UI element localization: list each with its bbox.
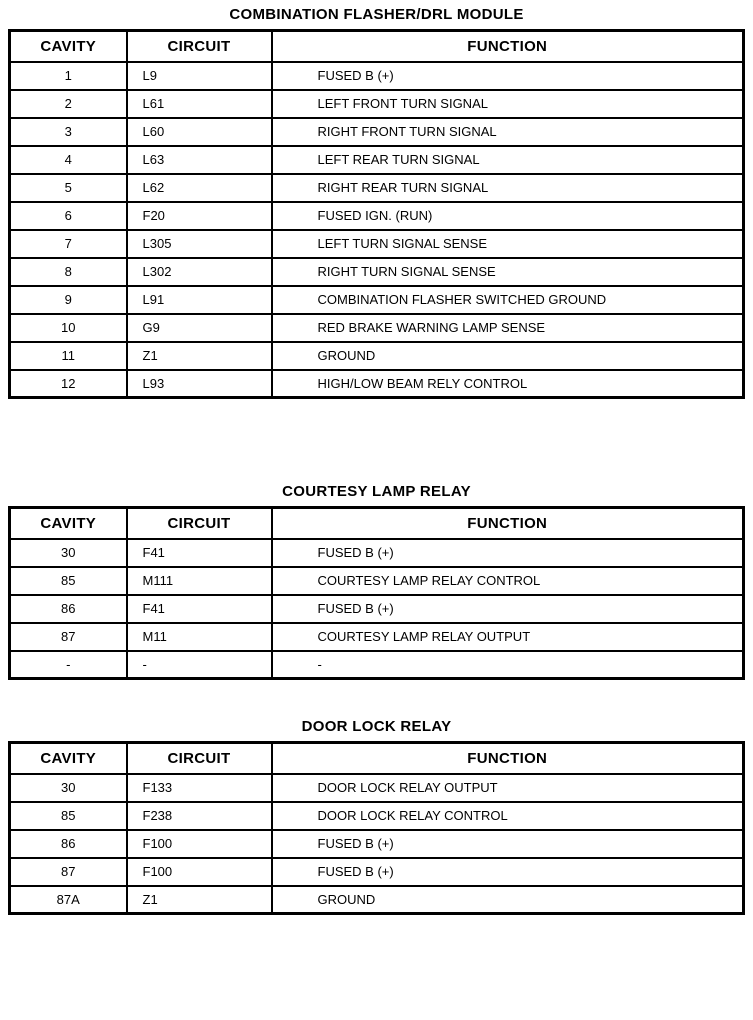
function-cell: FUSED B (+): [272, 830, 744, 858]
circuit-cell: F41: [127, 539, 272, 567]
cavity-cell: -: [10, 651, 127, 679]
circuit-cell: L305: [127, 230, 272, 258]
circuit-cell: L61: [127, 90, 272, 118]
table-row: [10, 774, 744, 802]
table-row: [10, 539, 744, 567]
table-row: [10, 830, 744, 858]
function-cell: LEFT REAR TURN SIGNAL: [272, 146, 744, 174]
circuit-header: CIRCUIT: [127, 31, 272, 62]
function-cell: RED BRAKE WARNING LAMP SENSE: [272, 314, 744, 342]
circuit-cell: L91: [127, 286, 272, 314]
function-cell: COMBINATION FLASHER SWITCHED GROUND: [272, 286, 744, 314]
cavity-cell: 87: [10, 623, 127, 651]
cavity-cell: 6: [10, 202, 127, 230]
circuit-cell: -: [127, 651, 272, 679]
circuit-cell: F100: [127, 858, 272, 886]
section-spacer: [8, 680, 745, 718]
cavity-header: CAVITY: [10, 743, 127, 774]
circuit-cell: L60: [127, 118, 272, 146]
circuit-cell: F133: [127, 774, 272, 802]
cavity-cell: 1: [10, 62, 127, 90]
function-cell: HIGH/LOW BEAM RELY CONTROL: [272, 370, 744, 398]
courtesy-lamp-relay-table: [8, 506, 745, 680]
circuit-cell: L93: [127, 370, 272, 398]
table-row: [10, 146, 744, 174]
header-row: [10, 31, 744, 62]
circuit-cell: F41: [127, 595, 272, 623]
circuit-header: CIRCUIT: [127, 508, 272, 539]
circuit-cell: Z1: [127, 342, 272, 370]
table-row: [10, 230, 744, 258]
table-row: [10, 342, 744, 370]
cavity-cell: 4: [10, 146, 127, 174]
function-cell: FUSED B (+): [272, 62, 744, 90]
function-cell: LEFT TURN SIGNAL SENSE: [272, 230, 744, 258]
cavity-cell: 3: [10, 118, 127, 146]
function-header: FUNCTION: [272, 508, 744, 539]
table-row: [10, 286, 744, 314]
table-row: [10, 802, 744, 830]
circuit-cell: L63: [127, 146, 272, 174]
function-cell: FUSED B (+): [272, 858, 744, 886]
function-cell: COURTESY LAMP RELAY OUTPUT: [272, 623, 744, 651]
cavity-cell: 10: [10, 314, 127, 342]
cavity-cell: 8: [10, 258, 127, 286]
flasher-module-table: [8, 29, 745, 399]
table-title: COMBINATION FLASHER/DRL MODULE: [229, 6, 524, 23]
circuit-cell: G9: [127, 314, 272, 342]
circuit-cell: M111: [127, 567, 272, 595]
cavity-cell: 86: [10, 830, 127, 858]
cavity-header: CAVITY: [10, 508, 127, 539]
circuit-cell: Z1: [127, 886, 272, 914]
function-cell: GROUND: [272, 342, 744, 370]
circuit-cell: F20: [127, 202, 272, 230]
table-row: [10, 858, 744, 886]
cavity-cell: 85: [10, 567, 127, 595]
function-cell: FUSED B (+): [272, 595, 744, 623]
function-cell: DOOR LOCK RELAY OUTPUT: [272, 774, 744, 802]
cavity-cell: 12: [10, 370, 127, 398]
table-row: [10, 886, 744, 914]
cavity-cell: 2: [10, 90, 127, 118]
function-cell: DOOR LOCK RELAY CONTROL: [272, 802, 744, 830]
header-row: [10, 743, 744, 774]
function-cell: GROUND: [272, 886, 744, 914]
table-row: [10, 202, 744, 230]
circuit-cell: L62: [127, 174, 272, 202]
header-row: [10, 508, 744, 539]
table-row: [10, 174, 744, 202]
cavity-cell: 11: [10, 342, 127, 370]
cavity-cell: 5: [10, 174, 127, 202]
cavity-cell: 30: [10, 539, 127, 567]
function-cell: FUSED B (+): [272, 539, 744, 567]
circuit-cell: L9: [127, 62, 272, 90]
cavity-header: CAVITY: [10, 31, 127, 62]
function-cell: RIGHT FRONT TURN SIGNAL: [272, 118, 744, 146]
circuit-cell: M11: [127, 623, 272, 651]
function-cell: LEFT FRONT TURN SIGNAL: [272, 90, 744, 118]
function-cell: RIGHT TURN SIGNAL SENSE: [272, 258, 744, 286]
table-row: [10, 595, 744, 623]
table-row: [10, 118, 744, 146]
function-cell: COURTESY LAMP RELAY CONTROL: [272, 567, 744, 595]
cavity-cell: 87: [10, 858, 127, 886]
table-row: [10, 62, 744, 90]
cavity-cell: 9: [10, 286, 127, 314]
table-title: COURTESY LAMP RELAY: [282, 483, 471, 500]
table-row: [10, 623, 744, 651]
cavity-cell: 7: [10, 230, 127, 258]
function-cell: FUSED IGN. (RUN): [272, 202, 744, 230]
cavity-cell: 87A: [10, 886, 127, 914]
table-row: [10, 314, 744, 342]
table-title: DOOR LOCK RELAY: [301, 718, 452, 735]
section-spacer: [8, 399, 745, 483]
door-lock-relay-table: [8, 741, 745, 915]
circuit-header: CIRCUIT: [127, 743, 272, 774]
flasher-module-section: [8, 6, 745, 399]
function-cell: RIGHT REAR TURN SIGNAL: [272, 174, 744, 202]
table-row: [10, 258, 744, 286]
table-row: [10, 567, 744, 595]
circuit-cell: F238: [127, 802, 272, 830]
cavity-cell: 30: [10, 774, 127, 802]
table-row: [10, 370, 744, 398]
circuit-cell: L302: [127, 258, 272, 286]
courtesy-lamp-relay-section: [8, 483, 745, 680]
circuit-cell: F100: [127, 830, 272, 858]
cavity-cell: 86: [10, 595, 127, 623]
function-header: FUNCTION: [272, 743, 744, 774]
table-row: [10, 651, 744, 679]
function-header: FUNCTION: [272, 31, 744, 62]
door-lock-relay-section: [8, 718, 745, 915]
function-cell: -: [272, 651, 744, 679]
cavity-cell: 85: [10, 802, 127, 830]
table-row: [10, 90, 744, 118]
